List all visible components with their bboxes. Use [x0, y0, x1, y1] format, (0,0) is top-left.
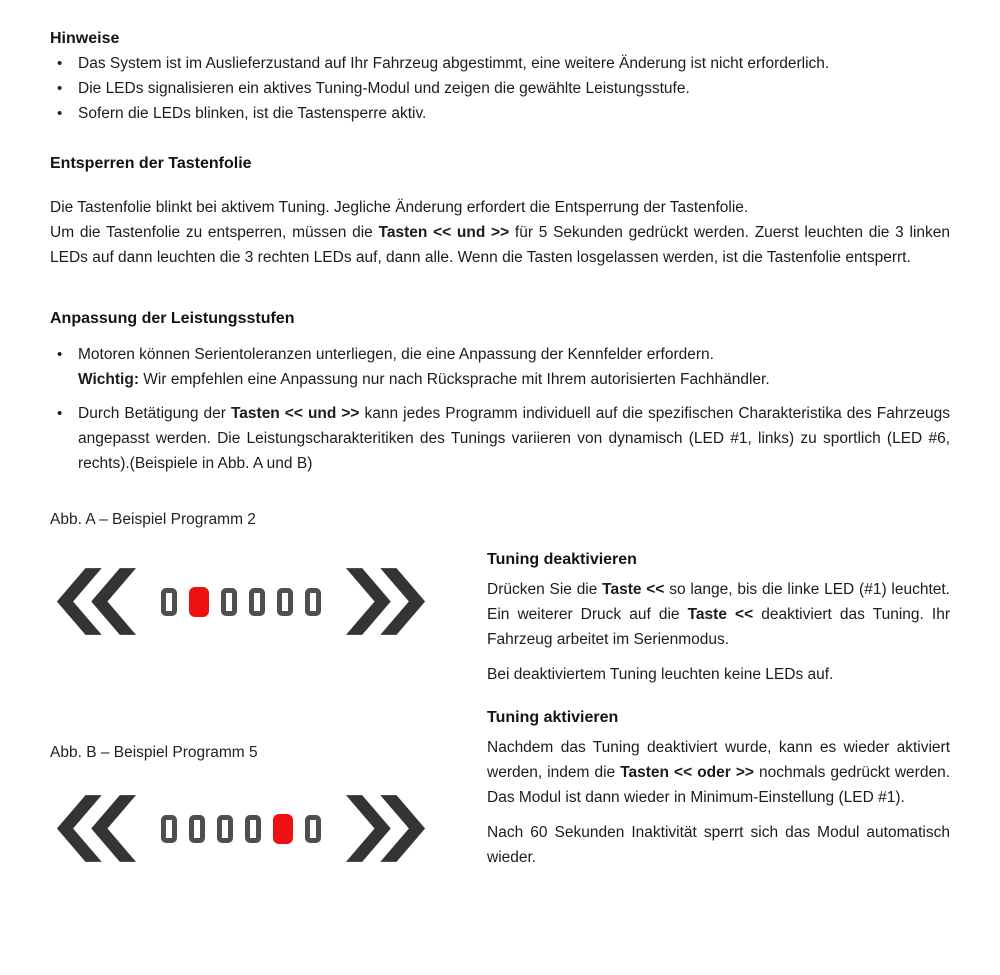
led-3: [217, 815, 233, 843]
figure-b-graphic: [55, 795, 427, 862]
text-run: Die LEDs signalisieren ein aktives Tuning-Modul und zeigen die gewählte Leistungsstufe.: [78, 80, 690, 97]
led-1: [161, 588, 177, 616]
heading-anpassung: Anpassung der Leistungsstufen: [50, 310, 295, 327]
text-run: Drücken Sie die: [487, 581, 603, 598]
tuning-deaktivieren-para-1: [487, 577, 950, 652]
led-2: [189, 815, 205, 843]
text-run: deaktiviert das Tuning. Ihr Fahrzeug arbeitet im Serienmodus.: [487, 606, 950, 648]
text-run: Durch Betätigung der: [78, 405, 231, 422]
text-run: Um die Tastenfolie zu entsperren, müssen die: [50, 224, 379, 241]
led-1: [161, 815, 177, 843]
bold-text-run: Taste <<: [687, 606, 754, 623]
figure-b-led-row: [161, 814, 321, 844]
tuning-instructions-column: [487, 547, 950, 870]
text-run: Das System ist im Auslieferzustand auf Ihr Fahrzeug abgestimmt, eine weitere Änderung ist nicht erforderlich.: [78, 55, 830, 72]
text-run: nochmals gedrückt werden. Das Modul ist dann wieder in Minimum-Einstellung (LED #1).: [487, 764, 950, 806]
heading-entsperren: Entsperren der Tastenfolie: [50, 155, 252, 172]
led-3: [221, 588, 237, 616]
text-run: Nach 60 Sekunden Inaktivität sperrt sich das Modul automatisch wieder.: [487, 824, 950, 866]
text-run: Sofern die LEDs blinken, ist die Tastensperre aktiv.: [78, 105, 427, 122]
entsperren-para-1: [50, 195, 950, 220]
double-chevron-right-icon: [345, 795, 427, 862]
anpassung-bullet-1: [50, 342, 950, 392]
bold-text-run: Tasten << oder >>: [620, 764, 754, 781]
figures-region: [50, 508, 950, 897]
tuning-aktivieren-para-1: [487, 735, 950, 810]
led-6: [305, 588, 321, 616]
text-run: Wir empfehlen eine Anpassung nur nach Rücksprache mit Ihrem autorisierten Fachhändler.: [139, 371, 770, 388]
text-run: Nachdem das Tuning deaktiviert wurde, kann es wieder aktiviert werden, indem die: [487, 739, 950, 781]
text-run: Motoren können Serientoleranzen unterliegen, die eine Anpassung der Kennfelder erfordern.: [78, 346, 714, 363]
entsperren-para-2: [50, 220, 950, 270]
led-6: [305, 815, 321, 843]
figure-a-label: Abb. A – Beispiel Programm 2: [50, 511, 256, 528]
text-run: Die Tastenfolie blinkt bei aktivem Tuning. Jegliche Änderung erfordert die Entsperrung der Tastenfolie.: [50, 199, 749, 216]
text-run: für 5 Sekunden gedrückt werden. Zuerst leuchten die 3 linken LEDs auf dann leuchten die 3 rechten LEDs auf, dann alle. Wenn die Tasten losgelassen werden, ist die Tastenfolie entsperrt.: [50, 224, 950, 266]
led-4: [249, 588, 265, 616]
figure-a-led-row: [161, 587, 321, 617]
figure-b-label: Abb. B – Beispiel Programm 5: [50, 744, 258, 761]
hinweise-list: [50, 51, 950, 126]
anpassung-list: [50, 342, 950, 476]
text-run: Bei deaktiviertem Tuning leuchten keine LEDs auf.: [487, 666, 834, 683]
bold-text-run: Tasten << und >>: [378, 224, 510, 241]
tuning-deaktivieren-para-2: [487, 662, 950, 687]
hinweise-bullet-2: [50, 76, 950, 101]
led-2-active: [189, 587, 209, 617]
heading-hinweise: Hinweise: [50, 30, 120, 47]
text-run: so lange, bis die linke LED (#1) leuchtet. Ein weiterer Druck auf die: [487, 581, 950, 623]
heading-tuning-deaktivieren: Tuning deaktivieren: [487, 551, 637, 568]
led-5: [277, 588, 293, 616]
heading-tuning-aktivieren: Tuning aktivieren: [487, 709, 619, 726]
led-5-active: [273, 814, 293, 844]
figure-a-graphic: [55, 568, 427, 635]
hinweise-bullet-1: [50, 51, 950, 76]
led-4: [245, 815, 261, 843]
double-chevron-left-icon: [55, 568, 137, 635]
tuning-aktivieren-para-2: [487, 820, 950, 870]
bold-text-run: Wichtig:: [78, 371, 139, 388]
bold-text-run: Tasten << und >>: [230, 405, 360, 422]
bold-text-run: Taste <<: [602, 581, 665, 598]
anpassung-bullet-2: [50, 401, 950, 476]
double-chevron-left-icon: [55, 795, 137, 862]
double-chevron-right-icon: [345, 568, 427, 635]
hinweise-bullet-3: [50, 101, 950, 126]
text-run: kann jedes Programm individuell auf die spezifischen Charakteristika des Fahrzeugs angepasst werden. Die Leistungscharakteritiken des Tunings variieren von dynamisch (LED #1, links) zu sportlich (LED #6, rechts).(Beispiele in Abb. A und B): [78, 405, 950, 472]
